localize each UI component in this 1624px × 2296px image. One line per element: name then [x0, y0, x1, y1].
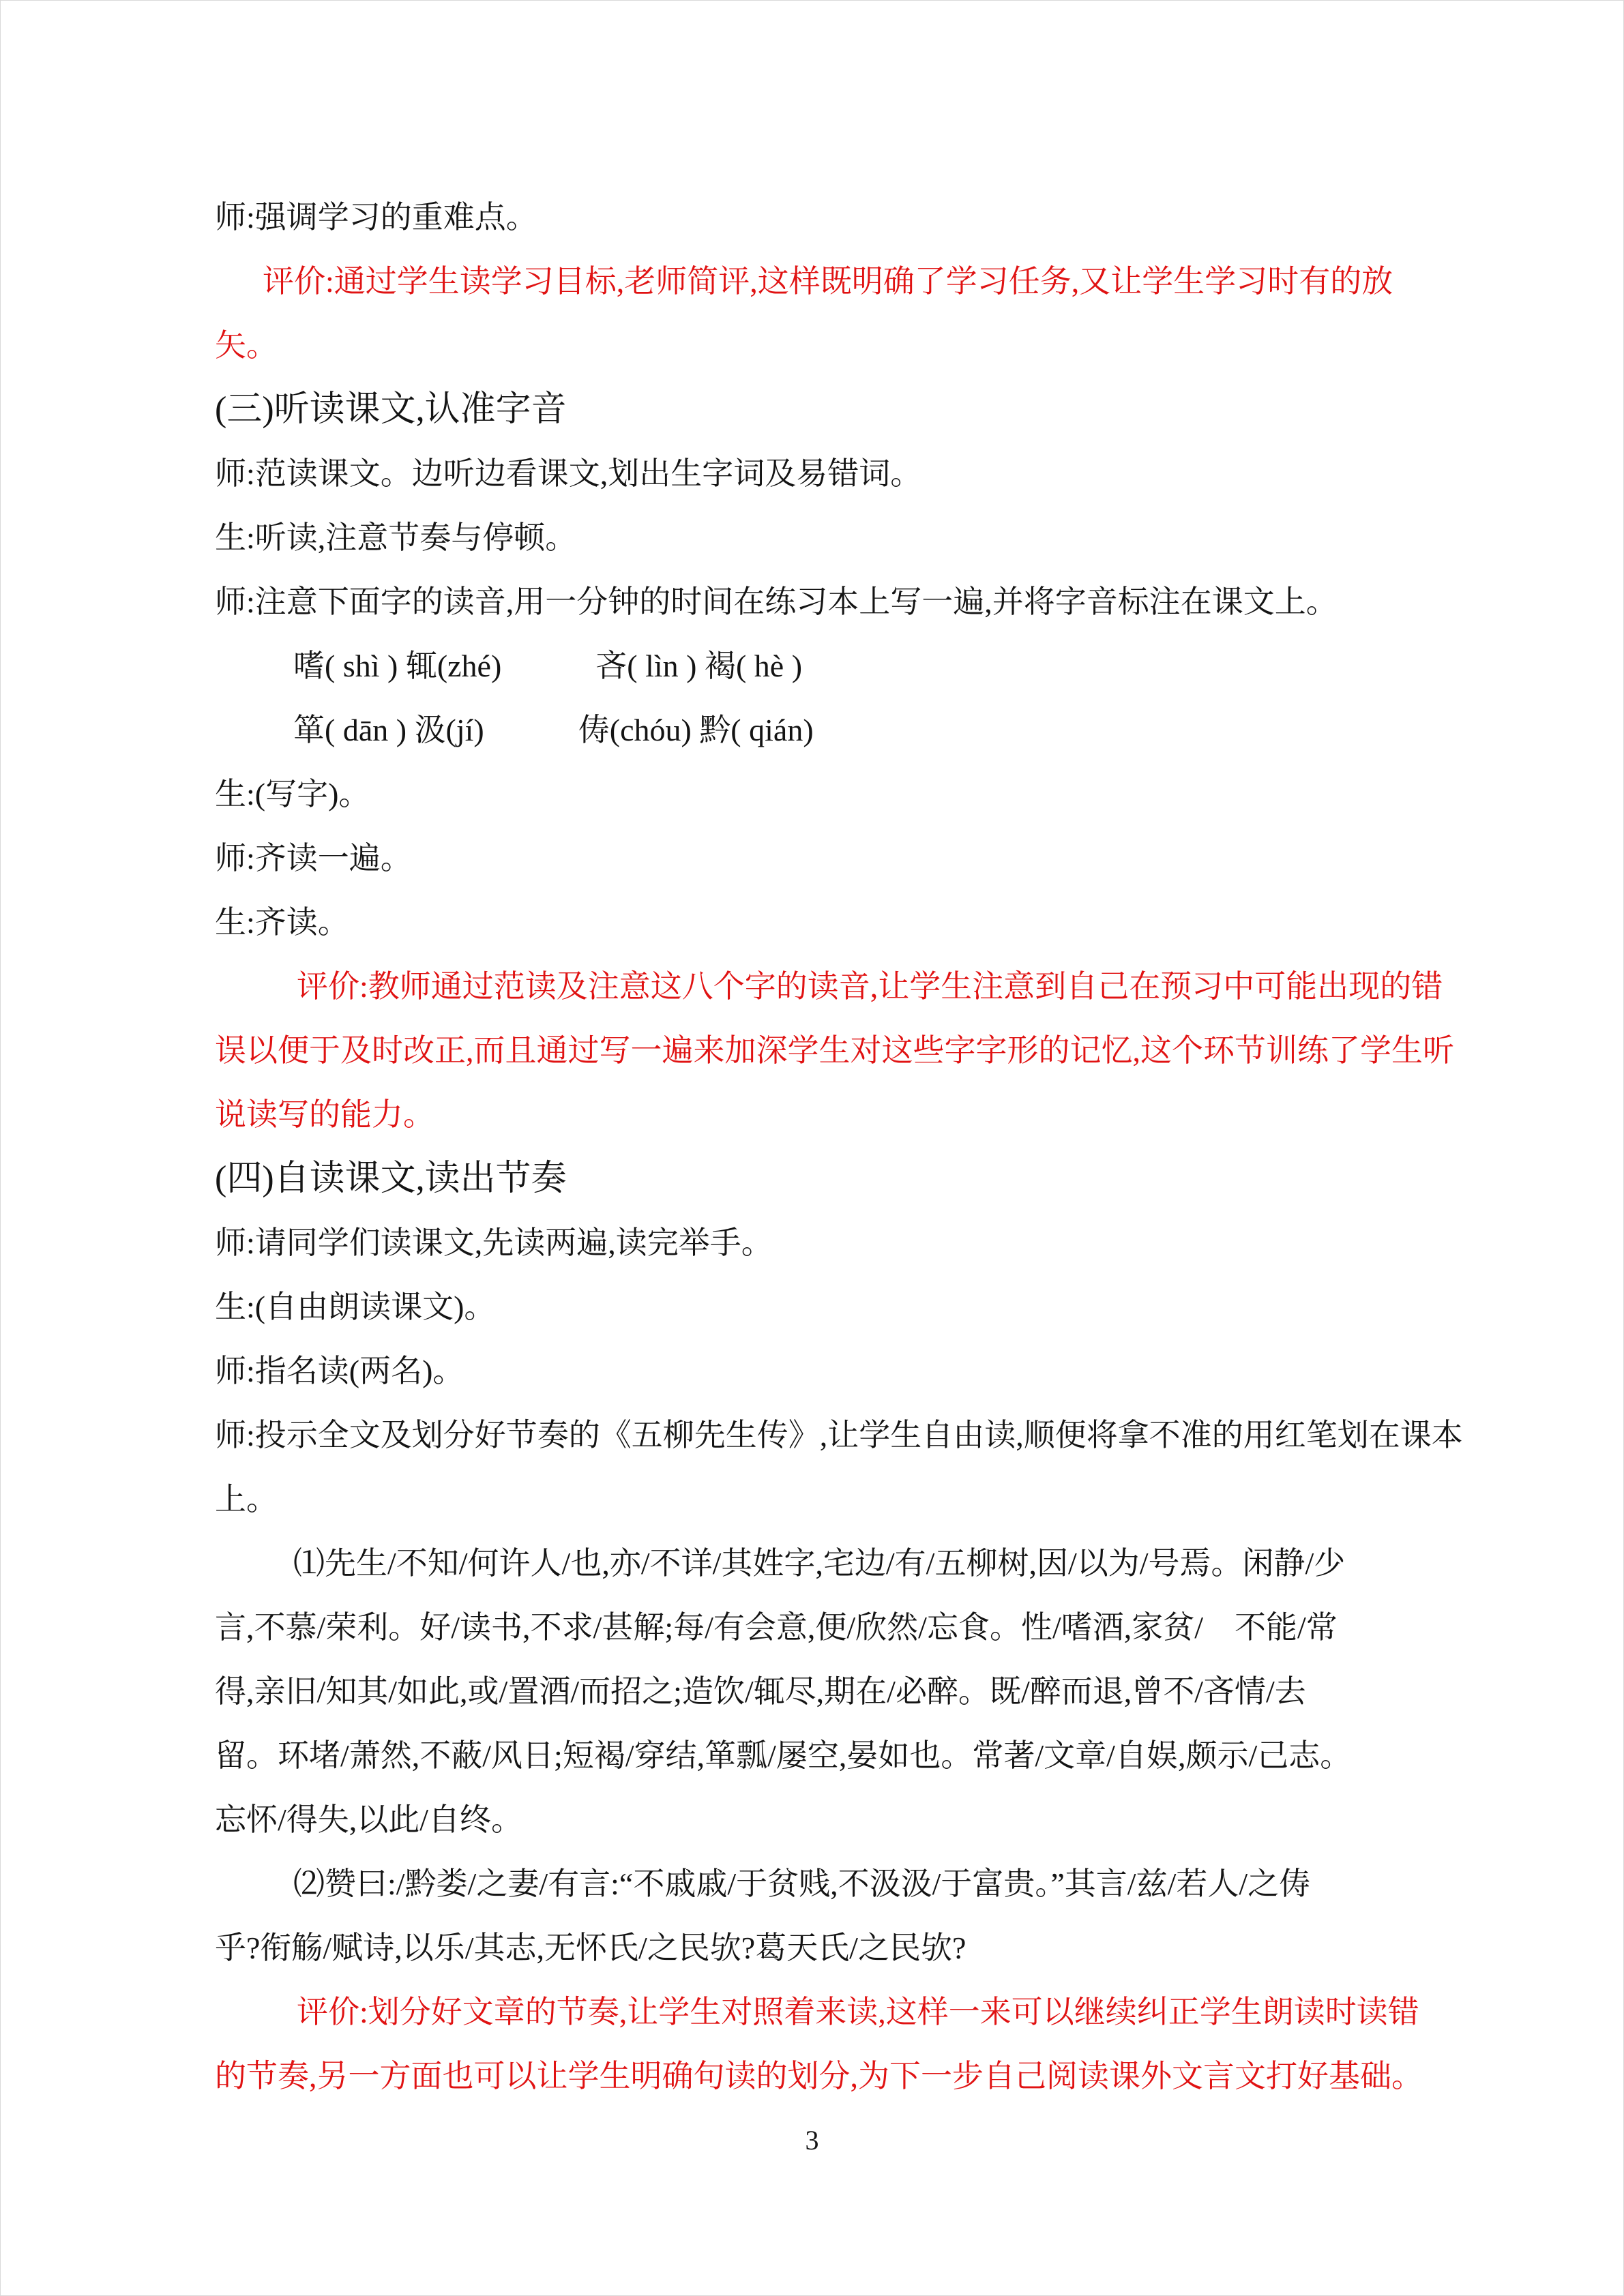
document-body	[215, 185, 1463, 2108]
text-line: 嗜( shì ) 辄(zhé) 吝( lìn ) 褐( hè )	[293, 648, 803, 683]
text-line: 评价:教师通过范读及注意这八个字的读音,让学生注意到自己在预习中可能出现的错	[297, 969, 1443, 1004]
text-line: 生:听读,注意节奏与停顿。	[215, 520, 577, 555]
text-line: 乎?衔觞/赋诗,以乐/其志,无怀氏/之民欤?葛天氏/之民欤?	[215, 1930, 966, 1965]
text-line: 误以便于及时改正,而且通过写一遍来加深学生对这些字字形的记忆,这个环节训练了学生听	[215, 1033, 1454, 1068]
text-line: ⑵赞曰:/黔娄/之妻/有言:“不戚戚/于贫贱,不汲汲/于富贵。”其言/兹/若人/之俦	[293, 1866, 1311, 1901]
text-line: 得,亲旧/知其/如此,或/置酒/而招之;造饮/辄尽,期在/必醉。既/醉而退,曾不/吝情/去	[215, 1674, 1306, 1709]
text-line: 生:齐读。	[215, 905, 349, 940]
text-line: 忘怀/得失,以此/自终。	[215, 1802, 523, 1837]
text-line: 评价:通过学生读学习目标,老师简评,这样既明确了学习任务,又让学生学习时有的放	[263, 264, 1393, 299]
text-line: 留。环堵/萧然,不蔽/风日;短褐/穿结,箪瓢/屡空,晏如也。常著/文章/自娱,颇示/己志。	[215, 1738, 1352, 1773]
text-line: 生:(写字)。	[215, 777, 370, 811]
text-line: 评价:划分好文章的节奏,让学生对照着来读,这样一来可以继续纠正学生朗读时读错	[297, 1995, 1419, 2029]
text-line: 师:指名读(两名)。	[215, 1354, 464, 1388]
text-line: ⑴先生/不知/何许人/也,亦/不详/其姓字,宅边/有/五柳树,因/以为/号焉。闲静/少	[293, 1546, 1346, 1581]
text-line: 上。	[215, 1482, 278, 1517]
text-line: 师:强调学习的重难点。	[215, 200, 537, 235]
text-line: 说读写的能力。	[215, 1097, 434, 1132]
text-line: 师:投示全文及划分好节奏的《五柳先生传》,让学生自由读,顺便将拿不准的用红笔划在课本	[215, 1418, 1463, 1452]
text-line: 师:请同学们读课文,先读两遍,读完举手。	[215, 1225, 773, 1260]
text-line: 师:范读课文。边听边看课文,划出生字词及易错词。	[215, 456, 922, 491]
text-line: 生:(自由朗读课文)。	[215, 1289, 496, 1324]
text-line: (四)自读课文,读出节奏	[215, 1159, 567, 1198]
page-number: 3	[805, 2125, 819, 2156]
text-line: 箪( dān ) 汲(jí) 俦(chóu) 黔( qián)	[293, 713, 814, 747]
text-line: 言,不慕/荣利。好/读书,不求/甚解;每/有会意,便/欣然/忘食。性/嗜酒,家贫/ 不能/常	[215, 1610, 1338, 1645]
text-line: 师:齐读一遍。	[215, 841, 412, 876]
text-line: 的节奏,另一方面也可以让学生明确句读的划分,为下一步自己阅读课外文言文打好基础。	[215, 2059, 1423, 2093]
text-line: 师:注意下面字的读音,用一分钟的时间在练习本上写一遍,并将字音标注在课文上。	[215, 584, 1338, 619]
text-line: 矢。	[215, 328, 278, 363]
text-line: (三)听读课文,认准字音	[215, 390, 567, 429]
